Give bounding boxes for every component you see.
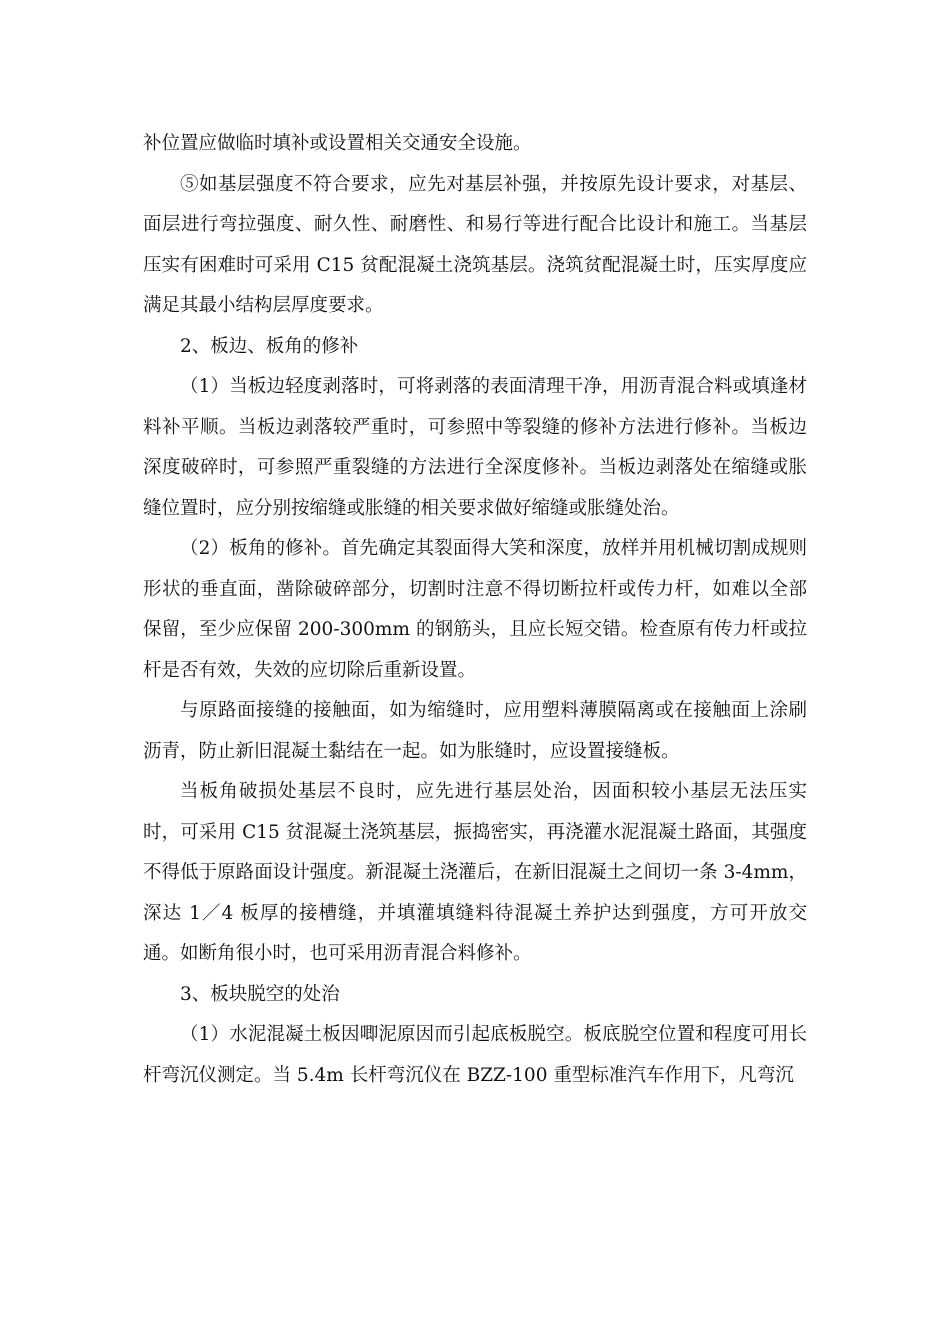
document-body [143,124,807,1096]
paragraph-5: 与原路面接缝的接触面，如为缩缝时，应用塑料薄膜隔离或在接触面上涂刷沥青，防止新旧混凝土黏结在一起。如为胀缝时，应设置接缝板。 [143,700,807,762]
section-heading-3: 3、板块脱空的处治 [180,983,340,1005]
paragraph-1: 补位置应做临时填补或设置相关交通安全设施。 [143,133,532,154]
section-heading-2: 2、板边、板角的修补 [180,335,359,357]
paragraph-3: （1）当板边轻度剥落时，可将剥落的表面清理干净，用沥青混合料或填逢材料补平顺。当板边剥落较严重时，可参照中等裂缝的修补方法进行修补。当板边深度破碎时，可参照严重裂缝的方法进行全深度修补。当板边剥落处在缩缝或胀缝位置时，应分别按缩缝或胀缝的相关要求做好缩缝或胀缝处治。 [143,376,807,519]
paragraph-4: （2）板角的修补。首先确定其裂面得大笑和深度，放样并用机械切割成规则形状的垂直面，凿除破碎部分，切割时注意不得切断拉杆或传力杆，如难以全部保留，至少应保留 200-300mm 的钢筋头，且应长短交错。检查原有传力杆或拉杆是否有效，失效的应切除后重新设置。 [143,538,807,681]
paragraph-2: ⑤如基层强度不符合要求，应先对基层补强，并按原先设计要求，对基层、面层进行弯拉强度、耐久性、耐磨性、和易行等进行配合比设计和施工。当基层压实有困难时可采用 C15 贫配混凝土浇筑基层。浇筑贫配混凝土时，压实厚度应满足其最小结构层厚度要求。 [143,173,807,316]
paragraph-6: 当板角破损处基层不良时，应先进行基层处治，因面积较小基层无法压实时，可采用 C15 贫混凝土浇筑基层，振捣密实，再浇灌水泥混凝土路面，其强度不得低于原路面设计强度。新混凝土浇灌后，在新旧混凝土之间切一条 3-4mm，深达 1／4 板厚的接槽缝，并填灌填缝料待混凝土养护达到强度，方可开放交通。如断角很小时，也可采用沥青混合料修补。 [143,781,807,964]
paragraph-7: （1）水泥混凝土板因唧泥原因而引起底板脱空。板底脱空位置和程度可用长杆弯沉仪测定。当 5.4m 长杆弯沉仪在 BZZ-100 重型标准汽车作用下，凡弯沉 [143,1024,807,1086]
